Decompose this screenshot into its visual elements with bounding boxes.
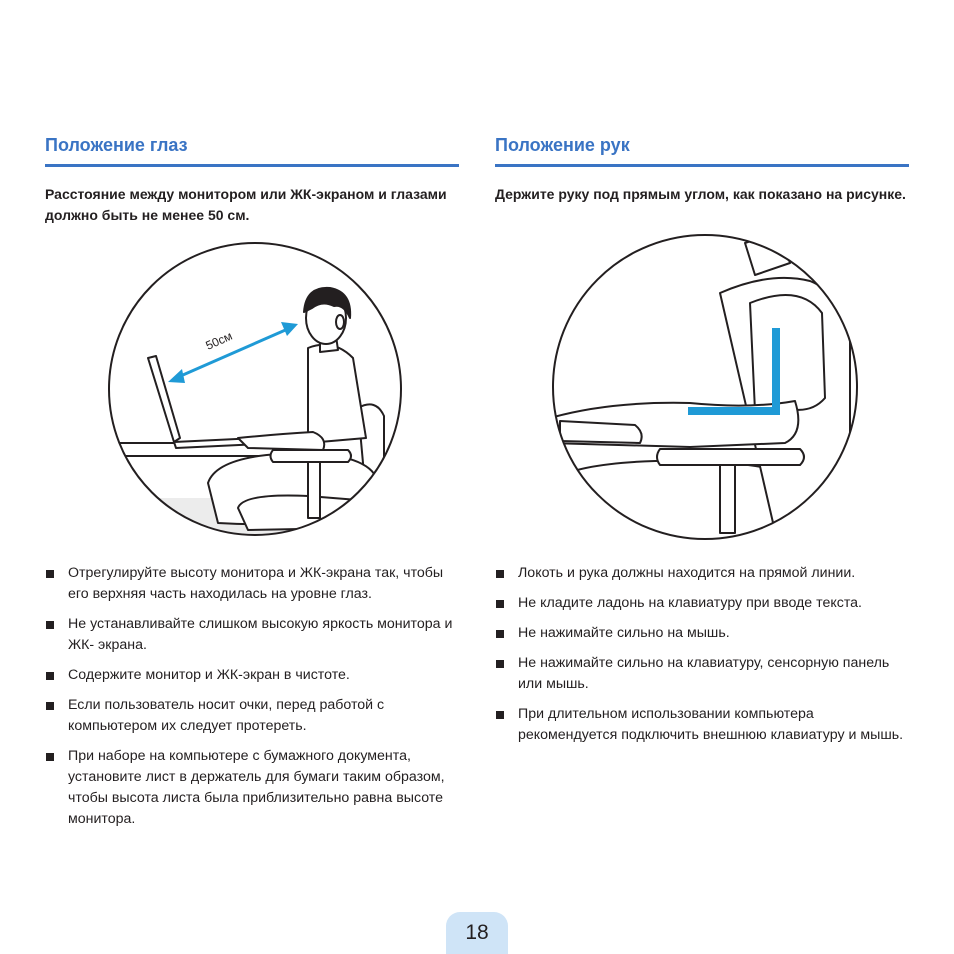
bullet-square-icon bbox=[46, 702, 54, 710]
list-item: Не кладите ладонь на клавиатуру при вводе текста. bbox=[495, 593, 915, 614]
bullet-square-icon bbox=[496, 630, 504, 638]
bullet-square-icon bbox=[46, 621, 54, 629]
bullet-square-icon bbox=[46, 753, 54, 761]
hand-position-lead: Держите руку под прямым углом, как показано на рисунке. bbox=[495, 186, 906, 202]
bullet-square-icon bbox=[496, 600, 504, 608]
distance-label: 50см bbox=[203, 328, 235, 353]
eye-position-bullets bbox=[45, 563, 465, 839]
list-item: При наборе на компьютере с бумажного документа, установите лист в держатель для бумаги таким образом, чтобы высота листа была приблизительно равна высоте монитора. bbox=[45, 746, 465, 830]
hand-position-title: Положение рук bbox=[495, 130, 909, 167]
eye-distance-illustration bbox=[108, 238, 403, 540]
laptop-screen-shape bbox=[148, 356, 180, 442]
bullet-square-icon bbox=[46, 570, 54, 578]
distance-arrow bbox=[168, 322, 298, 383]
page-number: 18 bbox=[446, 912, 508, 954]
list-item: Не нажимайте сильно на клавиатуру, сенсорную панель или мышь. bbox=[495, 653, 915, 695]
hand-position-bullets bbox=[495, 563, 915, 755]
eye-position-title: Положение глаз bbox=[45, 130, 459, 167]
hand-angle-illustration bbox=[550, 233, 860, 541]
eye-position-lead: Расстояние между монитором или ЖК-экраном и глазами должно быть не менее 50 см. bbox=[45, 186, 447, 223]
hand-position-section bbox=[495, 130, 909, 205]
bullet-square-icon bbox=[496, 660, 504, 668]
list-item: Локоть и рука должны находится на прямой линии. bbox=[495, 563, 915, 584]
bullet-square-icon bbox=[46, 672, 54, 680]
list-item: Отрегулируйте высоту монитора и ЖК-экрана так, чтобы его верхняя часть находилась на уровне глаз. bbox=[45, 563, 465, 605]
list-item: Не нажимайте сильно на мышь. bbox=[495, 623, 915, 644]
bullet-square-icon bbox=[496, 711, 504, 719]
list-item: При длительном использовании компьютера рекомендуется подключить внешнюю клавиатуру и мышь. bbox=[495, 704, 915, 746]
eye-position-section bbox=[45, 130, 459, 226]
bullet-square-icon bbox=[496, 570, 504, 578]
list-item: Если пользователь носит очки, перед работой с компьютером их следует протереть. bbox=[45, 695, 465, 737]
list-item: Не устанавливайте слишком высокую яркость монитора и ЖК- экрана. bbox=[45, 614, 465, 656]
list-item: Содержите монитор и ЖК-экран в чистоте. bbox=[45, 665, 465, 686]
